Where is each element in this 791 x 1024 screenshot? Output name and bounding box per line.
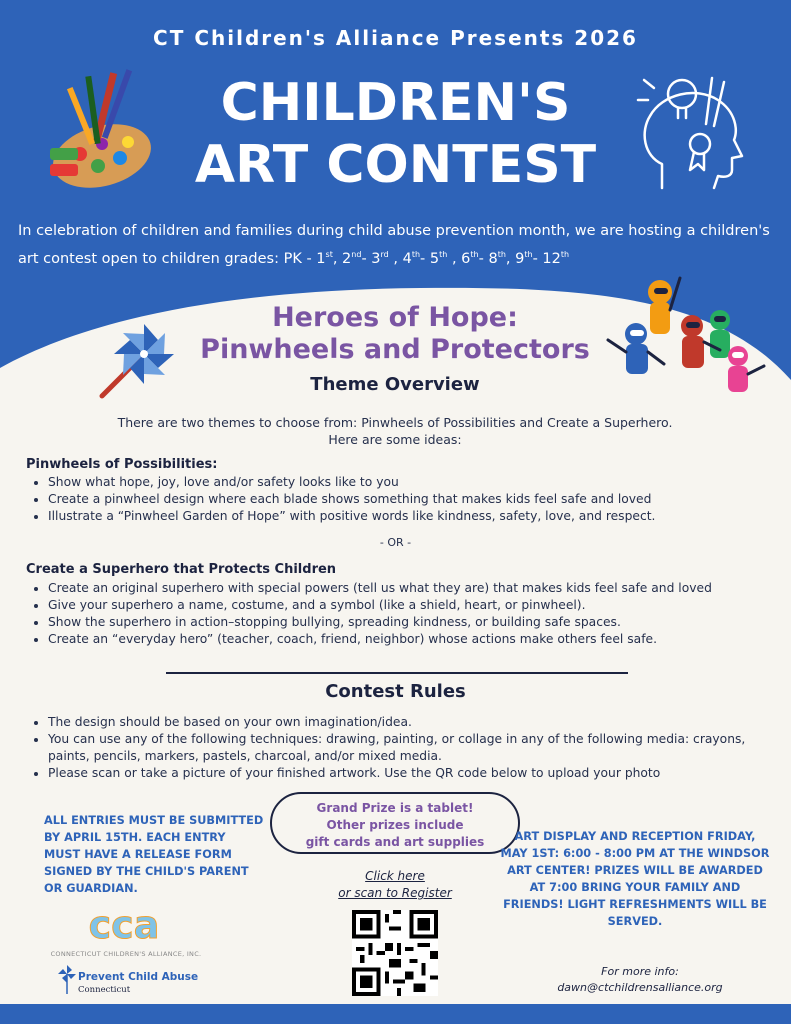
submission-deadline-note: ALL ENTRIES MUST BE SUBMITTED BY APRIL 15TH. EACH ENTRY MUST HAVE A RELEASE FORM SIGNED BY THE CHILD'S PARENT OR GUARDIAN. xyxy=(44,814,264,895)
list-item: • Please scan or take a picture of your finished artwork. Use the QR code below to upload your photo xyxy=(48,765,783,782)
list-item: • Create an original superhero with special powers (tell us what they are) that makes kids feel safe and loved xyxy=(48,580,712,597)
theme-title-line-1: Heroes of Hope: xyxy=(272,302,518,333)
title-line-1: CHILDREN'S xyxy=(220,73,571,133)
list-item: • Give your superhero a name, costume, and a symbol (like a shield, heart, or pinwheel). xyxy=(48,597,712,614)
title-line-2: ART CONTEST xyxy=(194,135,597,195)
register-link[interactable] xyxy=(310,868,480,902)
rules-list xyxy=(26,714,783,782)
list-item: • Show what hope, joy, love and/or safety looks like to you xyxy=(48,474,655,491)
theme-subtitle: Theme Overview xyxy=(310,374,480,395)
list-item: • The design should be based on your own imagination/idea. xyxy=(48,714,783,731)
list-item: • Illustrate a “Pinwheel Garden of Hope” with positive words like kindness, safety, love, and respect. xyxy=(48,508,655,525)
contact-email[interactable]: dawn@ctchildrensalliance.org xyxy=(557,981,723,994)
cca-logo-text: CONNECTICUT CHILDREN'S ALLIANCE, INC. xyxy=(50,950,202,958)
register-line-2[interactable]: or scan to Register xyxy=(338,886,452,900)
rules-heading: Contest Rules xyxy=(325,681,466,702)
list-item: • Show the superhero in action–stopping bullying, spreading kindness, or building safe spaces. xyxy=(48,614,712,631)
qr-code[interactable] xyxy=(352,910,438,996)
register-line-1[interactable]: Click here xyxy=(365,869,425,883)
intro-paragraph: In celebration of children and families during child abuse prevention month, we are hosting a children's art contest open to children grades: PK - 1st, 2nd- 3rd , 4th- 5th , 6th- 8th, 9th- 12th xyxy=(18,223,770,267)
pca-logo-sub: Connecticut xyxy=(78,985,131,995)
themes-intro xyxy=(60,414,730,448)
list-item: • Create an “everyday hero” (teacher, coach, friend, neighbor) whose actions make others feel safe. xyxy=(48,631,712,648)
prize-line-3: gift cards and art supplies xyxy=(305,835,485,849)
pca-pinwheel-icon xyxy=(58,964,76,994)
themes-intro-line-1: There are two themes to choose from: Pinwheels of Possibilities and Create a Superhero. xyxy=(117,415,673,430)
reception-note: ART DISPLAY AND RECEPTION FRIDAY, MAY 1ST: 6:00 - 8:00 PM AT THE WINDSOR ART CENTER! PRIZES WILL BE AWARDED AT 7:00 BRING YOUR FAMILY AND FRIENDS! LIGHT REFRESHMENTS WILL BE SERVED. xyxy=(500,830,770,928)
pinwheels-list xyxy=(26,474,655,525)
list-item: • You can use any of the following techniques: drawing, painting, or collage in any of the following media: crayons, paints, pencils, markers, pastels, charcoal, and/or mixed media. xyxy=(48,731,783,765)
prize-line-1: Grand Prize is a tablet! xyxy=(316,801,474,815)
pinwheels-heading: Pinwheels of Possibilities: xyxy=(26,457,218,472)
presenter-line: CT Children's Alliance Presents 2026 xyxy=(153,26,638,50)
list-item: • Create a pinwheel design where each blade shows something that makes kids feel safe and loved xyxy=(48,491,655,508)
footer-bar xyxy=(0,1004,791,1024)
cca-mark: cca xyxy=(88,903,160,946)
more-info-label: For more info: xyxy=(601,965,679,978)
art-palette-icon xyxy=(40,66,160,196)
theme-title-line-2: Pinwheels and Protectors xyxy=(200,334,590,365)
prize-line-2: Other prizes include xyxy=(326,818,464,832)
prize-box xyxy=(270,792,520,854)
creative-head-icon xyxy=(634,70,754,192)
cca-logo xyxy=(84,900,164,946)
pca-logo-name: Prevent Child Abuse xyxy=(78,971,199,983)
more-info xyxy=(540,964,740,996)
themes-intro-line-2: Here are some ideas: xyxy=(328,432,462,447)
or-separator: - OR - xyxy=(379,536,412,549)
superhero-list xyxy=(26,580,712,648)
superhero-heading: Create a Superhero that Protects Children xyxy=(26,562,337,577)
theme-title xyxy=(150,302,640,366)
section-divider xyxy=(166,672,628,674)
